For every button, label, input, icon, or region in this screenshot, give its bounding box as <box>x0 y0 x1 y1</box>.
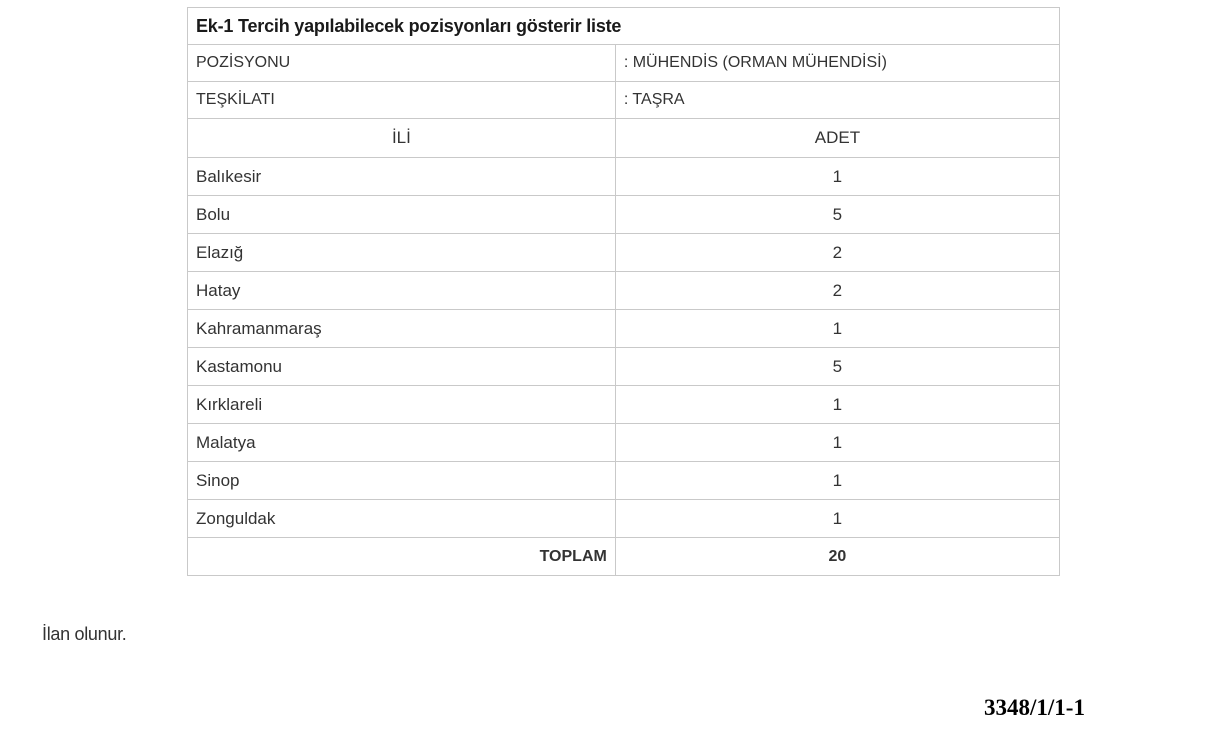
table-row <box>188 462 1060 500</box>
count-header: ADET <box>615 119 1059 158</box>
count-cell: 5 <box>615 348 1059 386</box>
count-cell: 2 <box>615 272 1059 310</box>
organization-value: : TAŞRA <box>615 82 1059 119</box>
table-title: Ek-1 Tercih yapılabilecek pozisyonları gösterir liste <box>188 8 1060 45</box>
count-cell: 1 <box>615 500 1059 538</box>
province-cell: Kırklareli <box>188 386 616 424</box>
province-cell: Kastamonu <box>188 348 616 386</box>
table-row <box>188 424 1060 462</box>
province-cell: Elazığ <box>188 234 616 272</box>
table-row <box>188 500 1060 538</box>
province-cell: Hatay <box>188 272 616 310</box>
position-label: POZİSYONU <box>188 45 616 82</box>
table-row <box>188 310 1060 348</box>
position-value: : MÜHENDİS (ORMAN MÜHENDİSİ) <box>615 45 1059 82</box>
total-label: TOPLAM <box>188 538 616 576</box>
positions-table <box>187 7 1060 576</box>
column-header-row <box>188 119 1060 158</box>
province-cell: Kahramanmaraş <box>188 310 616 348</box>
count-cell: 1 <box>615 310 1059 348</box>
total-value: 20 <box>615 538 1059 576</box>
province-cell: Balıkesir <box>188 158 616 196</box>
reference-number: 3348/1/1-1 <box>984 695 1085 720</box>
count-cell: 1 <box>615 424 1059 462</box>
count-cell: 1 <box>615 386 1059 424</box>
province-cell: Malatya <box>188 424 616 462</box>
organization-label: TEŞKİLATI <box>188 82 616 119</box>
count-cell: 2 <box>615 234 1059 272</box>
province-cell: Zonguldak <box>188 500 616 538</box>
organization-row <box>188 82 1060 119</box>
position-row <box>188 45 1060 82</box>
count-cell: 5 <box>615 196 1059 234</box>
table-row <box>188 348 1060 386</box>
table-row <box>188 196 1060 234</box>
footer-note: İlan olunur. <box>42 624 127 644</box>
province-header: İLİ <box>188 119 616 158</box>
total-row <box>188 538 1060 576</box>
province-cell: Sinop <box>188 462 616 500</box>
count-cell: 1 <box>615 158 1059 196</box>
table-row <box>188 272 1060 310</box>
province-cell: Bolu <box>188 196 616 234</box>
count-cell: 1 <box>615 462 1059 500</box>
table-row <box>188 158 1060 196</box>
table-row <box>188 386 1060 424</box>
table-title-row <box>188 8 1060 45</box>
table-row <box>188 234 1060 272</box>
